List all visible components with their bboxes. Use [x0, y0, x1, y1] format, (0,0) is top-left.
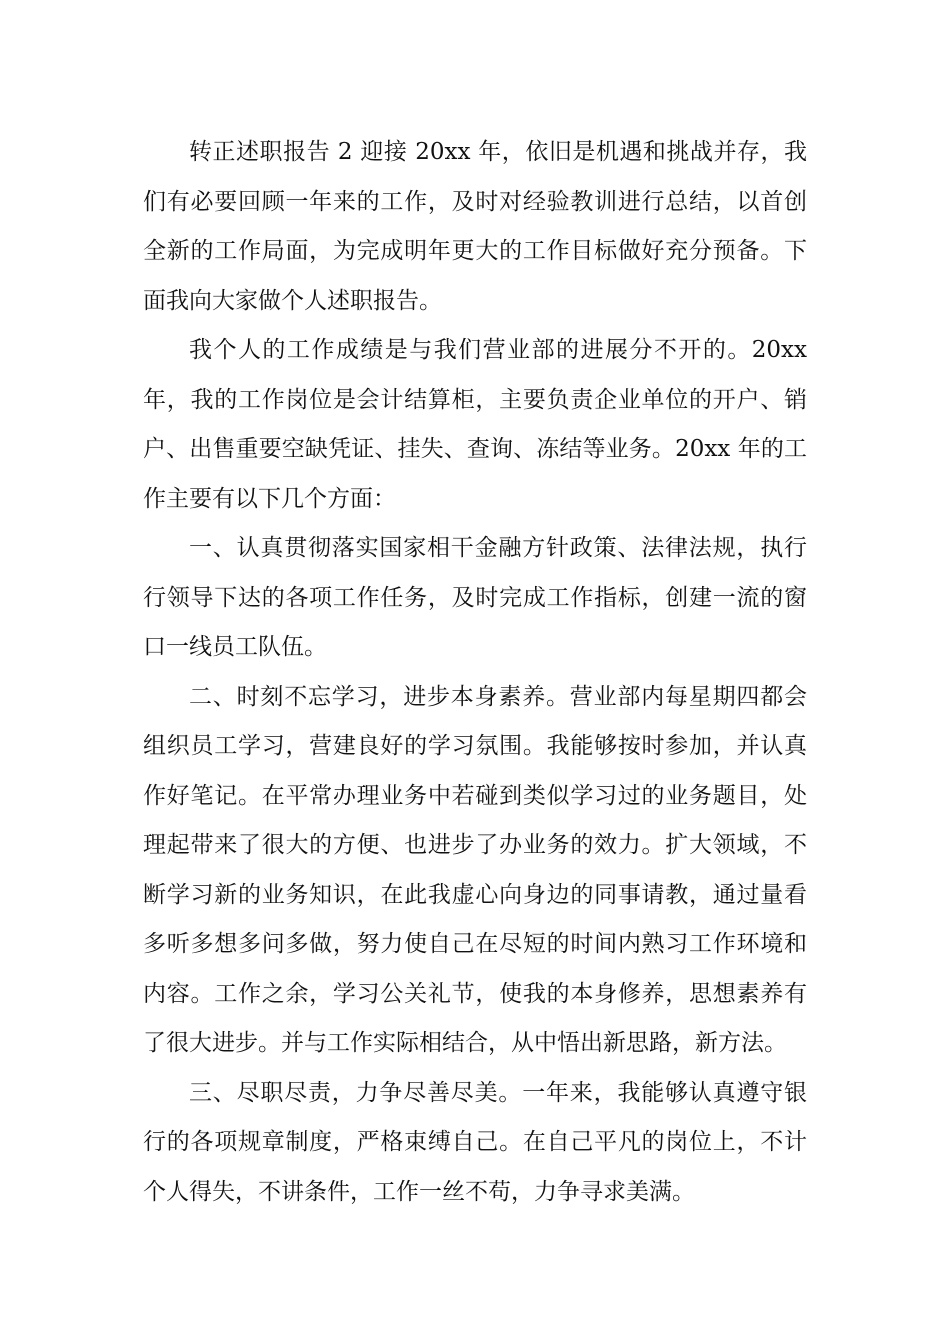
document-body [143, 128, 807, 1217]
paragraph: 二、时刻不忘学习，进步本身素养。营业部内每星期四都会组织员工学习，营建良好的学习氛围。我能够按时参加，并认真作好笔记。在平常办理业务中若碰到类似学习过的业务题目，处理起带来了很大的方便、也进步了办业务的效力。扩大领域，不断学习新的业务知识，在此我虚心向身边的同事请教，通过量看多听多想多问多做，努力使自己在尽短的时间内熟习工作环境和内容。工作之余，学习公关礼节，使我的本身修养，思想素养有了很大进步。并与工作实际相结合，从中悟出新思路，新方法。 [143, 683, 807, 1056]
paragraph: 我个人的工作成绩是与我们营业部的进展分不开的。20xx 年，我的工作岗位是会计结算柜，主要负责企业单位的开户、销户、出售重要空缺凭证、挂失、查询、冻结等业务。20xx 年的工作主要有以下几个方面： [143, 337, 807, 512]
paragraph: 三、尽职尽责，力争尽善尽美。一年来，我能够认真遵守银行的各项规章制度，严格束缚自己。在自己平凡的岗位上，不计个人得失，不讲条件，工作一丝不苟，力争寻求美满。 [143, 1079, 807, 1205]
paragraph: 转正述职报告 2 迎接 20xx 年，依旧是机遇和挑战并存，我们有必要回顾一年来的工作，及时对经验教训进行总结，以首创全新的工作局面，为完成明年更大的工作目标做好充分预备。下面我向大家做个人述职报告。 [143, 139, 807, 314]
paragraph: 一、认真贯彻落实国家相干金融方针政策、法律法规，执行行领导下达的各项工作任务，及时完成工作指标，创建一流的窗口一线员工队伍。 [143, 535, 807, 660]
